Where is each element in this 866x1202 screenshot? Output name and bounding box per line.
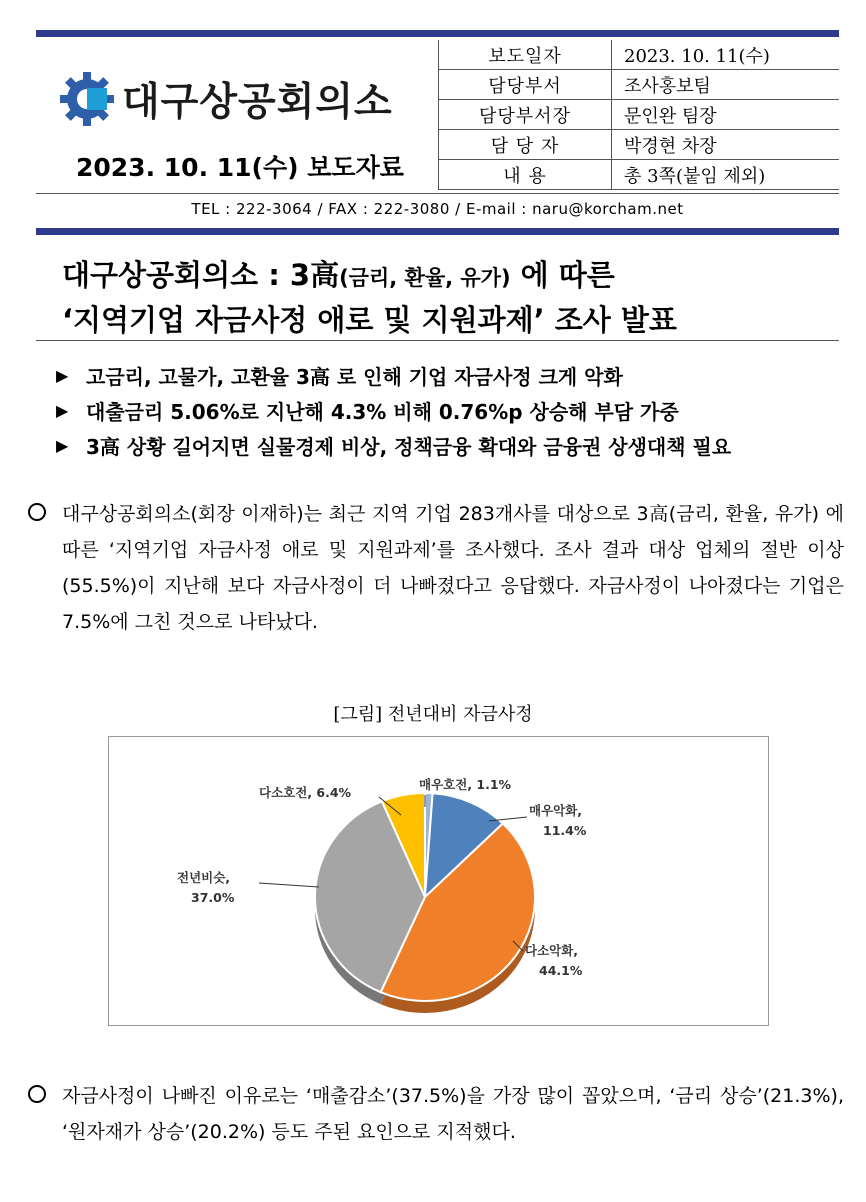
body-paragraph-1: 대구상공회의소(회장 이재하)는 최근 지역 기업 283개사를 대상으로 3高(금리, 환율, 유가) 에 따른 ‘지역기업 자금사정 애로 및 지원과제’를 조사했다. 조사 결과 대상 업체의 절반 이상(55.5%)이 지난해 보다 자금사정이 더 나빠졌다고 응답했다. 자금사정이 나아졌다는 기업은 7.5%에 그친 것으로 나타났다. <box>28 496 844 640</box>
circle-bullet-icon <box>28 1085 46 1103</box>
header-branding <box>36 40 438 193</box>
info-row <box>439 130 840 160</box>
summary-bullet: ▶ 3高 상황 길어지면 실물경제 비상, 정책금융 확대와 금융권 상생대책 필요 <box>56 435 732 459</box>
circle-bullet-icon <box>28 503 46 521</box>
page-title <box>62 254 677 341</box>
triangle-bullet-icon: ▶ <box>56 401 69 420</box>
data-label: 전년비슷, 37.0% <box>177 870 235 905</box>
pie-chart-svg <box>109 737 768 1025</box>
info-key: 보도일자 <box>439 40 612 70</box>
org-logo <box>58 70 393 128</box>
body-paragraph-2: 자금사정이 나빠진 이유로는 ‘매출감소’(37.5%)을 가장 많이 꼽았으며, ‘금리 상승’(21.3%), ‘원자재가 상승’(20.2%) 등도 주된 요인으로 지적했다. <box>28 1078 844 1150</box>
gear-icon <box>58 70 116 128</box>
info-value: 2023. 10. 11(수) <box>612 40 840 70</box>
title-end: 에 따른 <box>510 258 615 292</box>
contact-rule <box>36 228 839 235</box>
title-line-1 <box>62 254 677 299</box>
figure-caption: [그림] 전년대비 자금사정 <box>333 704 533 725</box>
pie-chart <box>108 736 769 1026</box>
info-row <box>439 100 840 130</box>
data-label: 다소악화, 44.1% <box>525 943 583 978</box>
info-value: 문인완 팀장 <box>612 100 840 130</box>
title-main: 대구상공회의소 : 3高 <box>62 258 340 292</box>
info-key: 담당부서 <box>439 70 612 100</box>
summary-bullet: ▶ 대출금리 5.06%로 지난해 4.3% 비해 0.76%p 상승해 부담 가중 <box>56 400 679 424</box>
info-key: 내 용 <box>439 160 612 190</box>
summary-bullet: ▶ 고금리, 고물가, 고환율 3高 로 인해 기업 자금사정 크게 악화 <box>56 365 623 389</box>
info-value: 조사홍보팀 <box>612 70 840 100</box>
info-value: 총 3쪽(붙임 제외) <box>612 160 840 190</box>
info-key: 담당부서장 <box>439 100 612 130</box>
title-parenthetical: (금리, 환율, 유가) <box>339 266 511 290</box>
info-row <box>439 70 840 100</box>
header-divider <box>36 193 839 194</box>
data-label: 매우악화, 11.4% <box>529 803 587 838</box>
info-key: 담 당 자 <box>439 130 612 160</box>
data-label: 매우호전, 1.1% <box>419 777 512 792</box>
org-name: 대구상공회의소 <box>122 80 393 125</box>
release-info-table <box>438 40 839 190</box>
info-value: 박경현 차장 <box>612 130 840 160</box>
leader-line <box>259 883 319 887</box>
triangle-bullet-icon: ▶ <box>56 436 69 455</box>
top-rule <box>36 30 839 37</box>
contact-line: TEL : 222-3064 / FAX : 222-3080 / E-mail : naru@korcham.net <box>191 200 684 218</box>
info-row <box>439 160 840 190</box>
summary-bullets <box>56 358 731 463</box>
triangle-bullet-icon: ▶ <box>56 366 69 385</box>
press-release-date: 2023. 10. 11(수) 보도자료 <box>76 153 404 182</box>
title-line-2: ‘지역기업 자금사정 애로 및 지원과제’ 조사 발표 <box>62 303 677 337</box>
title-rule <box>36 340 839 341</box>
info-row <box>439 40 840 70</box>
data-label: 다소호전, 6.4% <box>259 785 352 800</box>
